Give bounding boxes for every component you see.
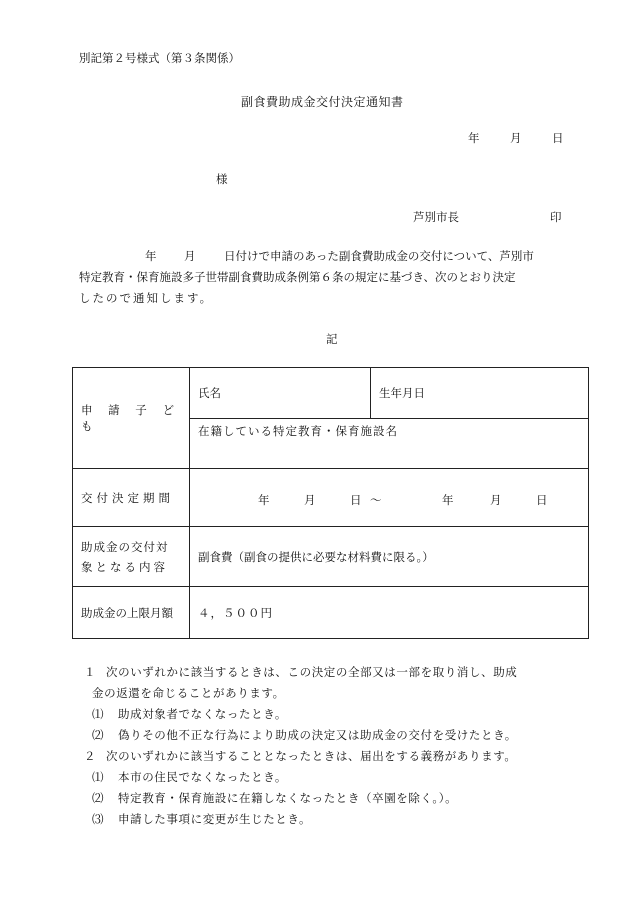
note-2-sub-1: 本市の住民でなくなったとき。 <box>118 770 287 784</box>
date-day: 日 <box>552 131 564 145</box>
note-2-line-1: 次のいずれかに該当することとなったときは、届出をする義務があります。 <box>106 749 517 763</box>
note-1-sub-1-number: ⑴ <box>92 707 105 721</box>
note-1-number: １ <box>84 665 97 679</box>
note-2-sub-3-number: ⑶ <box>92 812 105 826</box>
name-label: 氏名 <box>198 385 221 400</box>
issuer-name: 芦別市長 <box>413 210 459 224</box>
period-month-start: 月 <box>304 493 316 507</box>
note-1-line-1: 次のいずれかに該当するときは、この決定の全部又は一部を取り消し、助成 <box>106 665 518 679</box>
target-value: 副食費（副食の提供に必要な材料費に限る。） <box>190 527 589 587</box>
body-line-1: 日付けで申請のあった副食費助成金の交付について、芦別市 <box>224 249 534 263</box>
name-cell <box>190 368 371 419</box>
facility-cell <box>190 418 589 469</box>
period-year-end: 年 <box>442 493 454 507</box>
period-day-end: 日 <box>536 493 548 507</box>
period-cell <box>190 469 589 527</box>
limit-value: ４，５００円 <box>190 587 589 639</box>
document-title: 副食費助成金交付決定通知書 <box>241 95 404 109</box>
period-year-start: 年 <box>258 493 270 507</box>
birthdate-label: 生年月日 <box>379 385 425 400</box>
note-2-sub-2-number: ⑵ <box>92 791 105 805</box>
note-1-sub-2: 偽りその他不正な行為により助成の決定又は助成金の交付を受けたとき。 <box>118 728 517 742</box>
body-line-2: 特定教育・保育施設多子世帯副食費助成条例第６条の規定に基づき、次のとおり決定 <box>79 270 516 284</box>
seal-mark: 印 <box>550 210 562 224</box>
period-day-start: 日 <box>350 493 362 507</box>
birthdate-cell <box>371 368 589 419</box>
note-2-number: ２ <box>84 749 97 763</box>
facility-label: 在籍している特定教育・保育施設名 <box>198 423 398 438</box>
form-number: 別記第２号様式（第３条関係） <box>79 51 240 65</box>
note-2-sub-3: 申請した事項に変更が生じたとき。 <box>118 812 312 826</box>
body-line-3: したので通知します。 <box>79 291 214 305</box>
date-month: 月 <box>510 131 522 145</box>
period-tilde: ～ <box>370 493 382 507</box>
decision-table <box>72 367 589 639</box>
addressee-suffix: 様 <box>216 172 228 186</box>
note-1-sub-1: 助成対象者でなくなったとき。 <box>118 707 287 721</box>
note-1-line-2: 金の返還を命じることがあります。 <box>92 686 285 700</box>
period-label: 交付決定期間 <box>73 469 190 527</box>
ki-mark: 記 <box>326 332 338 346</box>
body-year: 年 <box>145 249 157 263</box>
note-2-sub-1-number: ⑴ <box>92 770 105 784</box>
body-month: 月 <box>184 249 196 263</box>
target-label-line-1: 助成金の交付対 <box>81 539 169 554</box>
target-label-line-2: 象となる内容 <box>81 559 168 574</box>
limit-label: 助成金の上限月額 <box>73 587 190 639</box>
applicant-label: 申 請 子 ど も <box>73 368 190 469</box>
period-month-end: 月 <box>490 493 502 507</box>
note-2-sub-2: 特定教育・保育施設に在籍しなくなったとき（卒園を除く。）。 <box>118 791 458 805</box>
target-label <box>73 527 190 587</box>
note-1-sub-2-number: ⑵ <box>92 728 105 742</box>
date-year: 年 <box>468 131 480 145</box>
